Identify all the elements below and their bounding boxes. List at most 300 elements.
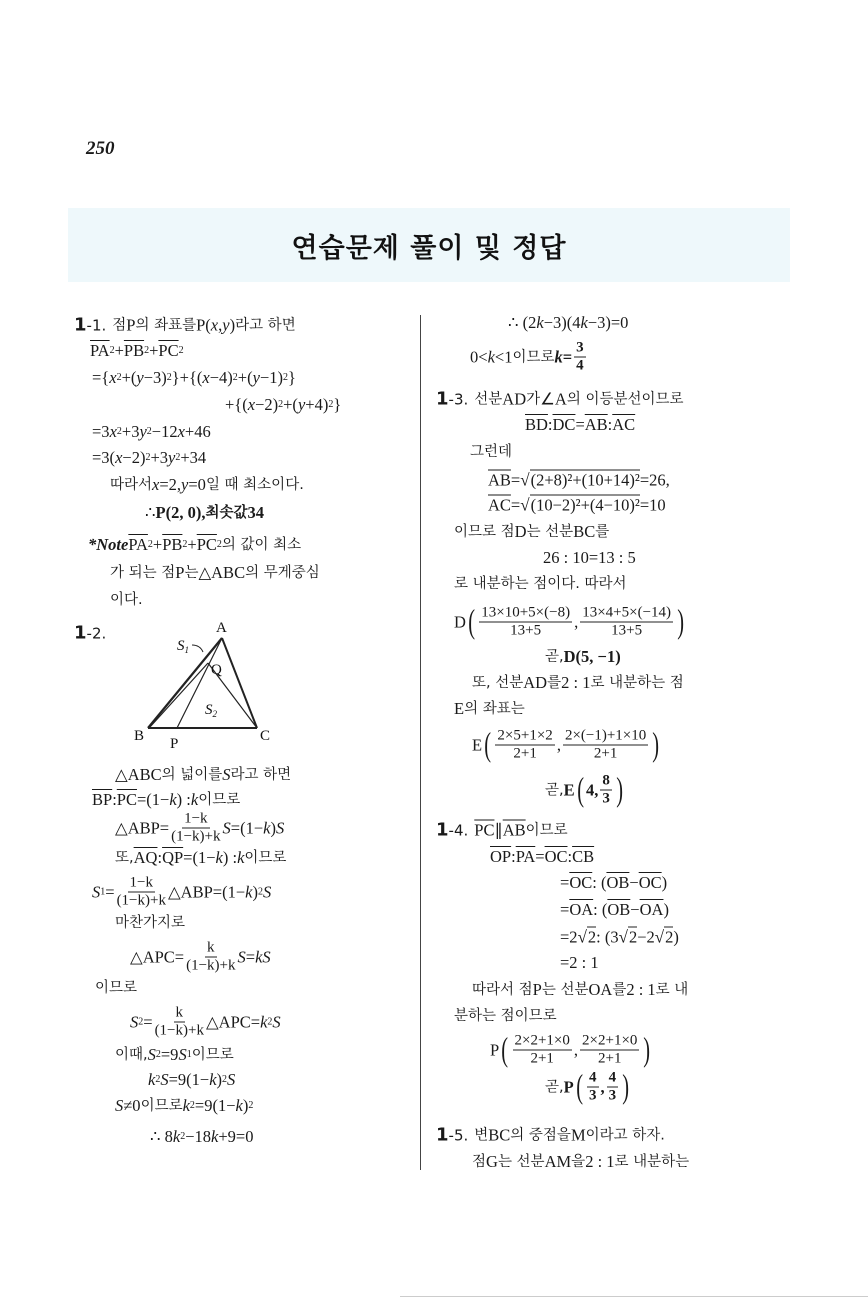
problem-index: -5. [448, 1126, 469, 1145]
overline-segment: $\overline{OP}$ [490, 847, 512, 866]
math-text: P [532, 980, 542, 999]
math-text: −3)=0 [587, 313, 629, 332]
korean-text: 의 이등분선이므로 [566, 391, 684, 407]
overline-segment: $\overline{AC}$ [488, 495, 511, 514]
math-text: △APC= [205, 1012, 261, 1031]
radicand: 2 [587, 927, 597, 947]
math-text: x [115, 448, 123, 467]
section-title: 연습문제 풀이 및 정답 [291, 232, 567, 264]
math-text: , [218, 315, 223, 334]
korean-text: 변 [474, 1127, 489, 1143]
math-text: k [148, 1070, 156, 1089]
korean-text: 이므로 [244, 850, 287, 866]
math-text: =3 [92, 422, 110, 441]
korean-text: 이므로 점 [454, 524, 515, 540]
korean-text: 분하는 점이므로 [454, 1008, 557, 1024]
math-text: AD [502, 389, 527, 408]
math-text: △ABC [198, 563, 246, 582]
math-text: AD [523, 673, 548, 692]
math-text: +4) [305, 395, 329, 414]
overline-segment: $\overline{PC}$ [158, 341, 179, 360]
denominator: 2+1 [513, 745, 537, 762]
overline-segment: $\overline{QP}$ [162, 848, 184, 867]
math-text: E [454, 699, 465, 718]
fraction [574, 340, 586, 375]
math-text: x [247, 395, 256, 414]
math-text: k [487, 347, 495, 366]
math-text: x [109, 368, 117, 387]
fraction [580, 605, 673, 640]
math-text: E [472, 735, 483, 754]
denominator: 2+1 [593, 745, 618, 762]
fraction [563, 728, 648, 763]
right-line [436, 1125, 665, 1146]
math-text: +( [121, 368, 137, 387]
math-text: }+{( [171, 368, 203, 387]
math-text: OA [588, 980, 613, 999]
korean-text: 가 되는 점 [110, 565, 176, 581]
math-text: S [92, 882, 101, 901]
math-text: : [511, 847, 516, 866]
korean-text: 또, [115, 850, 134, 866]
math-text: , [556, 735, 561, 754]
math-text: S [222, 765, 231, 784]
problem-index: -2. [86, 624, 107, 643]
square-root [520, 470, 640, 491]
answer-text: P(2, 0) [155, 503, 202, 522]
left-line [110, 590, 143, 610]
answer-text: *Note [88, 535, 129, 554]
overline-segment: $\overline{BD}$ [525, 415, 548, 434]
math-text: S [115, 1096, 124, 1115]
denominator: (1−k)+k [186, 957, 236, 974]
math-text: ) : [222, 848, 238, 867]
korean-text: 로 내분하는 [614, 1154, 690, 1170]
numerator: 1−k [129, 874, 153, 891]
right-line [454, 1006, 557, 1026]
math-text: x [210, 315, 219, 334]
korean-text: 점 [112, 317, 127, 333]
right-line [543, 548, 636, 568]
math-text: k [260, 1012, 268, 1031]
label-s1: $S_1$ [177, 638, 189, 655]
math-text: △ABP= [115, 818, 170, 837]
math-text: = [535, 847, 545, 866]
left-line: ∴ 8 k 2 −18 k +9=0 [150, 1127, 254, 1146]
radical-icon: √ [654, 927, 665, 947]
left-line [115, 765, 291, 785]
math-text: −3)(4 [543, 313, 581, 332]
overline-segment: $\overline{OC}$ [569, 873, 593, 892]
math-text: ) [216, 1070, 223, 1089]
korean-text: 일 때 최소이다. [205, 477, 304, 493]
math-text: : [567, 847, 573, 866]
square-root [655, 927, 674, 948]
overline-segment: $\overline{OA}$ [569, 900, 594, 919]
answer-text: E [563, 780, 575, 799]
problem-chapter: 1 [74, 622, 87, 644]
bottom-rule [400, 1296, 868, 1297]
math-text: + [152, 535, 163, 554]
right-line [454, 605, 686, 640]
math-text: S [262, 882, 272, 901]
numerator: 2×2+1×0 [582, 1032, 638, 1049]
math-text: y [181, 475, 189, 494]
overline-segment: $\overline{PA}$ [90, 341, 110, 360]
korean-text: 를 [612, 982, 627, 998]
math-text: ) [252, 882, 258, 901]
math-text: ∥ [494, 820, 503, 839]
math-text: x [109, 422, 117, 441]
right-line [488, 495, 666, 516]
korean-text: 이때, [115, 1047, 148, 1063]
numerator: k [207, 939, 215, 956]
math-text: ={ [92, 368, 110, 387]
section-banner [68, 208, 790, 282]
triangle-figure [120, 612, 290, 757]
math-text: P [126, 315, 136, 334]
math-text: x [152, 475, 160, 494]
segment-bq [150, 663, 208, 727]
answer-text: 4, [585, 780, 599, 799]
math-text: kS [255, 947, 271, 966]
korean-text: 마찬가지로 [115, 915, 186, 931]
korean-text: 이므로 [198, 792, 241, 808]
overline-segment: $\overline{PC}$ [196, 535, 217, 554]
math-text: =10 [639, 495, 666, 514]
overline-segment: $\overline{OB}$ [606, 873, 630, 892]
math-text: S [178, 1045, 187, 1064]
korean-text: 라고 하면 [235, 317, 296, 333]
math-text: =9(1− [168, 1070, 210, 1089]
korean-text: 곧, [545, 1079, 564, 1095]
math-text: 2 : 1 [585, 1152, 615, 1171]
math-text: k [169, 790, 177, 809]
answer-text: , [201, 503, 206, 522]
math-text: BC [573, 522, 596, 541]
korean-text: 의 중점을 [510, 1127, 571, 1143]
korean-text: 곧, [545, 649, 564, 665]
fraction [513, 1033, 572, 1068]
big-paren: ( [484, 726, 492, 763]
math-text: +( [237, 368, 253, 387]
overline-segment: $\overline{PA}$ [515, 847, 536, 866]
korean-text: 이므로 [512, 349, 555, 365]
right-line [545, 773, 625, 808]
fraction [155, 1005, 204, 1040]
left-line: S 1 = $\frac{1-k}{(1-k)+k}$ △ABP=(1− k ) 2 S [92, 874, 272, 909]
big-paren: ) [643, 1031, 651, 1068]
overline-segment: $\overline{PA}$ [128, 535, 148, 554]
problem-number [74, 623, 106, 644]
right-line [436, 389, 684, 410]
math-text: △ABC [115, 765, 162, 784]
right-line [545, 1070, 632, 1105]
overline-segment: $\overline{OA}$ [639, 900, 664, 919]
denominator: 13+5 [510, 622, 542, 639]
math-text: S [275, 818, 285, 837]
math-text: + [149, 341, 159, 360]
left-line [130, 940, 271, 975]
square-root [578, 927, 597, 948]
right-line [525, 415, 635, 435]
math-text: +{( [225, 395, 248, 414]
overline-segment: $\overline{PB}$ [123, 341, 145, 360]
math-text: +( [283, 395, 298, 414]
korean-text: 점 [472, 1154, 487, 1170]
problem-number [436, 820, 468, 841]
korean-text: 가 [526, 391, 541, 407]
right-line [560, 873, 667, 893]
fraction [117, 875, 166, 910]
math-text: ) [661, 873, 668, 892]
square-root [520, 495, 640, 516]
math-text: 26 : 10=13 : 5 [543, 548, 636, 567]
s1-pointer-icon [192, 645, 203, 652]
math-text: x [177, 422, 185, 441]
korean-text: 따라서 [110, 477, 153, 493]
math-text: k [536, 313, 544, 332]
korean-text: 는 선분 [497, 1154, 545, 1170]
right-line [436, 820, 568, 841]
overline-segment: $\overline{PB}$ [162, 535, 183, 554]
math-text: = [245, 947, 256, 966]
math-text: 2 : 1 [626, 980, 656, 999]
right-line [560, 953, 599, 973]
math-text: k [211, 1127, 219, 1146]
square-root [619, 927, 638, 948]
edge-ca [222, 638, 257, 728]
math-text: P [175, 563, 185, 582]
math-text: = [510, 470, 521, 489]
math-text: D [514, 522, 527, 541]
math-text: △ABP=(1− [167, 882, 246, 901]
left-line [110, 475, 304, 495]
math-text: =9 [160, 1045, 179, 1064]
korean-text: 로 내분하는 점 [590, 675, 684, 691]
math-text: BC [488, 1125, 511, 1144]
math-text: 2 : 1 [561, 673, 591, 692]
right-line [472, 728, 662, 763]
right-line [470, 442, 512, 462]
math-text: ) [270, 818, 276, 837]
numerator: 13×4+5×(−14) [582, 604, 672, 621]
radical-icon: √ [520, 470, 530, 490]
math-text: } [288, 368, 296, 387]
korean-text: 또, 선분 [472, 675, 524, 691]
overline-segment: $\overline{AB}$ [488, 470, 511, 489]
overline-segment: $\overline{OC}$ [638, 873, 662, 892]
left-line: 이때, S 2 =9 S 1 이므로 [115, 1045, 234, 1064]
korean-text: 이므로 [140, 1098, 183, 1114]
korean-text: 이라고 하자. [585, 1127, 665, 1143]
answer-text: , [600, 1077, 605, 1096]
math-text: =9(1− [194, 1096, 236, 1115]
numerator: k [175, 1004, 184, 1021]
math-text: −12 [151, 422, 178, 441]
right-line [454, 699, 525, 719]
math-text: <1 [494, 347, 513, 366]
left-line: *Note $\overline{PA}$ 2 + $\overline{PB}$ 2 + $\overline{PC}$ 2 의 값이 최소 [88, 535, 302, 554]
math-text: k [237, 848, 245, 867]
problem-chapter: 1 [436, 388, 449, 410]
math-text: : ( [592, 873, 607, 892]
math-text: y [252, 368, 260, 387]
math-text: ) : [176, 790, 191, 809]
denominator: 3 [602, 790, 610, 807]
math-text: y [136, 368, 144, 387]
left-line: =3( x −2) 2 +3 y 2 +34 [92, 448, 207, 467]
overline-segment: $\overline{AB}$ [502, 820, 526, 839]
right-line [454, 522, 609, 542]
math-text: k [263, 818, 271, 837]
math-text: =(1− [183, 848, 216, 867]
right-line [490, 847, 594, 867]
left-line [95, 978, 137, 998]
math-text: = [510, 495, 521, 514]
math-text: = [560, 873, 570, 892]
math-text: =2 [560, 927, 578, 946]
math-text: =3( [92, 448, 116, 467]
math-text: =(1− [136, 790, 170, 809]
math-text: D [454, 612, 466, 631]
korean-text: 이므로 [191, 1047, 234, 1063]
math-text: y [168, 448, 176, 467]
problem-index: -1. [86, 316, 107, 335]
math-text: S [130, 1012, 139, 1031]
label-a: A [216, 620, 227, 636]
problem-number [74, 315, 106, 336]
left-line: +{( x −2) 2 +( y +4) 2 } [225, 395, 342, 414]
math-text: + [187, 535, 197, 554]
fraction [495, 728, 554, 763]
page-number: 250 [86, 138, 115, 159]
right-line [472, 673, 684, 693]
big-paren: ( [501, 1031, 509, 1068]
korean-text: 의 좌표를 [135, 317, 197, 333]
korean-text: 의 넓이를 [161, 767, 223, 783]
korean-text: 이므로 [525, 822, 568, 838]
label-q: Q [211, 662, 222, 678]
korean-text: 라고 하면 [230, 767, 292, 783]
left-line: ={ x 2 +( y −3) 2 }+{( x −4) 2 +( y −1) 2 } [92, 368, 296, 387]
overline-segment: $\overline{BP}$ [92, 790, 113, 809]
math-text: =2, [159, 475, 182, 494]
korean-text: 곧, [545, 782, 564, 798]
problem-number [436, 389, 468, 410]
korean-text: 로 내분하는 점이다. 따라서 [454, 576, 627, 592]
fraction [607, 1070, 619, 1105]
problem-index: -3. [448, 390, 469, 409]
answer-text: k [554, 347, 563, 366]
math-text: } [333, 395, 342, 414]
math-text: k [245, 882, 253, 901]
denominator: 4 [576, 357, 584, 374]
right-line [454, 574, 627, 594]
korean-text: 을 [571, 1154, 586, 1170]
overline-segment: $\overline{PC}$ [116, 790, 137, 809]
math-text: −18 [185, 1127, 212, 1146]
korean-text: 그런데 [470, 444, 513, 460]
math-text: = [560, 900, 570, 919]
left-line [74, 623, 112, 644]
math-text: ≠0 [123, 1096, 141, 1115]
problem-index: -4. [448, 821, 469, 840]
numerator: 3 [576, 339, 584, 356]
left-line [92, 790, 240, 810]
math-text: : [157, 848, 163, 867]
left-line: S 2 = $\frac{k}{(1-k)+k}$ △APC= k 2 S [130, 1004, 281, 1039]
math-text: : [547, 415, 553, 434]
korean-text: 의 좌표는 [464, 701, 525, 717]
numerator: 2×(−1)+1×10 [564, 727, 647, 744]
overline-segment: $\overline{AC}$ [612, 415, 636, 434]
label-c: C [260, 728, 271, 744]
overline-segment: $\overline{AB}$ [584, 415, 608, 434]
big-paren: ( [576, 771, 584, 808]
left-line: $\overline{PA}$ 2 + $\overline{PB}$ 2 + $\overline{PC}$ 2 [90, 341, 184, 360]
left-line: k 2 S =9(1− k ) 2 S [148, 1070, 236, 1089]
math-text: ∠A [540, 389, 567, 408]
korean-text: 는 선분 [541, 982, 589, 998]
math-text: = [105, 882, 115, 901]
korean-text: 따라서 점 [472, 982, 533, 998]
math-text: S [272, 1012, 281, 1031]
math-text: S [160, 1070, 169, 1089]
overline-segment: $\overline{DC}$ [552, 415, 576, 434]
problem-chapter: 1 [74, 314, 87, 336]
math-text: M [570, 1125, 586, 1144]
big-paren: ( [575, 1068, 583, 1105]
problem-chapter: 1 [436, 1124, 449, 1146]
left-line [145, 503, 264, 523]
math-text: S [222, 818, 231, 837]
overline-segment: $\overline{PC}$ [474, 820, 495, 839]
right-line [472, 1152, 689, 1172]
math-text: : [607, 415, 613, 434]
radical-icon: √ [577, 927, 587, 947]
math-text: y [297, 395, 306, 414]
math-text: S [227, 1070, 236, 1089]
math-text: −2 [637, 927, 655, 946]
numerator: 13×10+5×(−8) [481, 604, 571, 621]
korean-text: 최솟값 [205, 505, 248, 521]
overline-segment: $\overline{OB}$ [607, 900, 631, 919]
radical-icon: √ [520, 495, 530, 515]
math-text: G [486, 1152, 498, 1171]
right-line [472, 980, 688, 1000]
radical-icon: √ [618, 927, 628, 947]
big-paren: ) [622, 1068, 630, 1105]
korean-text: 를 [547, 675, 562, 691]
left-line: S ≠0 이므로 k 2 =9(1− k ) 2 [115, 1096, 254, 1115]
right-line [560, 927, 679, 948]
math-text: ∴ (2 [508, 313, 537, 332]
math-text: +34 [180, 448, 207, 467]
korean-text: 로 내 [655, 982, 689, 998]
math-text: =0 [188, 475, 206, 494]
left-line [115, 913, 185, 933]
fraction [171, 811, 220, 846]
math-text: k [215, 848, 223, 867]
math-text: ∴ [145, 503, 156, 522]
label-p: P [170, 736, 179, 752]
math-text: + [114, 341, 124, 360]
math-text: −1) [259, 368, 283, 387]
left-line: =3 x 2 +3 y 2 −12 x +46 [92, 422, 211, 441]
denominator: 3 [589, 1087, 597, 1104]
math-text: k [172, 1127, 181, 1146]
